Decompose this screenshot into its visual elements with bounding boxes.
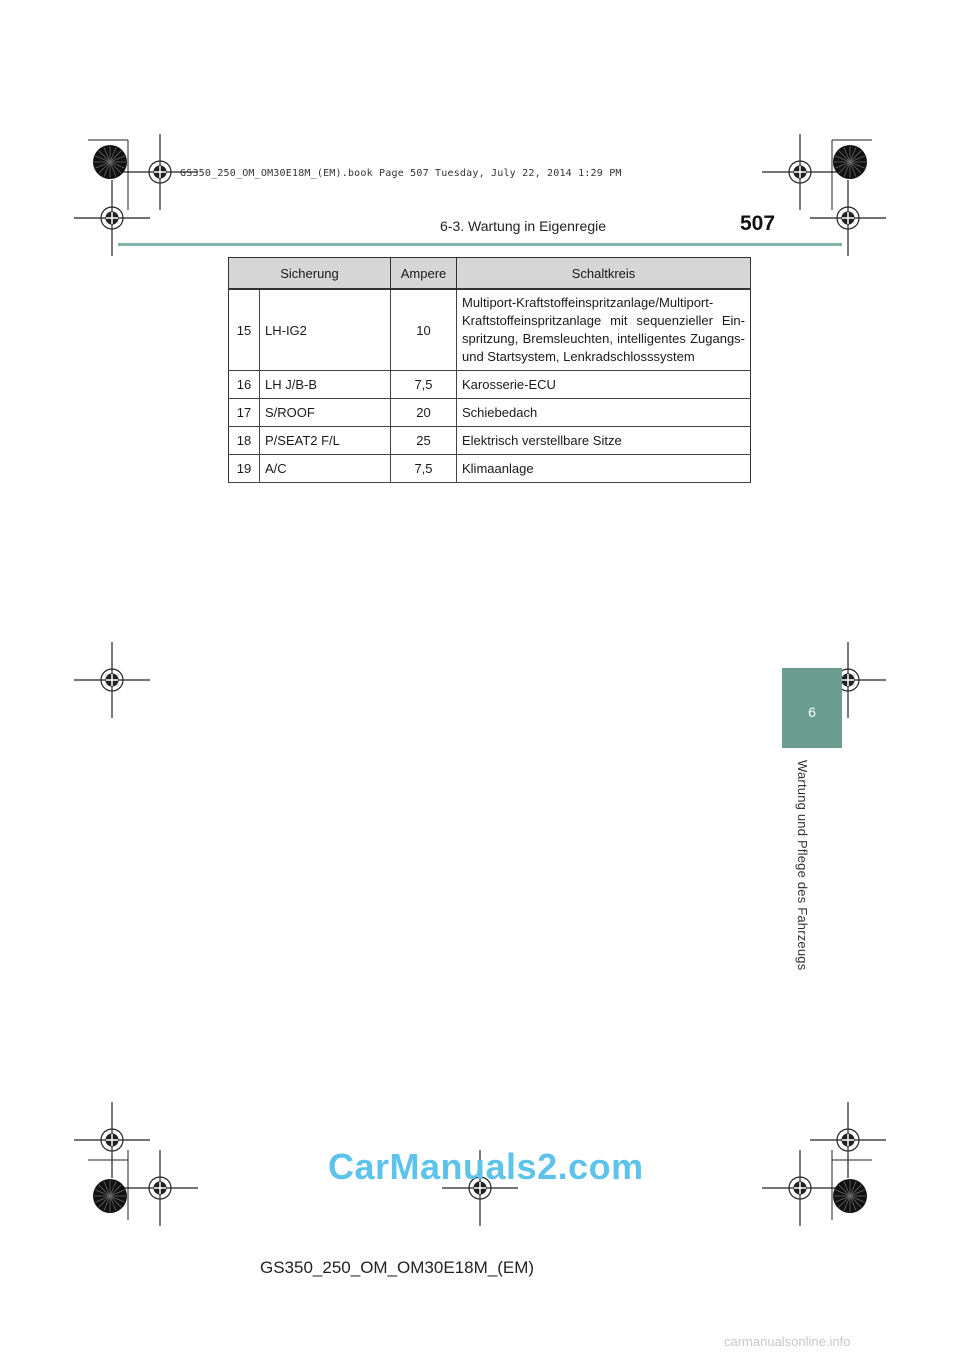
fuse-name: LH J/B-B: [260, 371, 391, 399]
crosshair-mark: [74, 1102, 150, 1178]
fuse-circuit: Karosserie-ECU: [457, 371, 751, 399]
fuse-number: 15: [229, 289, 260, 371]
registration-disc: [833, 1179, 867, 1213]
table-row: [229, 371, 751, 399]
registration-disc: [93, 1179, 127, 1213]
crosshair-mark: [810, 1102, 886, 1178]
crosshair-mark: [762, 1150, 838, 1226]
chapter-number: 6: [808, 704, 816, 720]
registration-disc: [93, 145, 127, 179]
footer-code: GS350_250_OM_OM30E18M_(EM): [260, 1258, 535, 1277]
fuse-circuit: Schiebedach: [457, 399, 751, 427]
fuse-name: LH-IG2: [260, 289, 391, 371]
fuse-ampere: 10: [391, 289, 457, 371]
book-info-line: GS350_250_OM_OM30E18M_(EM).book Page 507 Tuesday, July 22, 2014 1:29 PM: [180, 168, 622, 179]
fuse-name: A/C: [260, 455, 391, 483]
fuse-ampere: 7,5: [391, 371, 457, 399]
fuse-number: 18: [229, 427, 260, 455]
table-header-row: [229, 258, 751, 290]
chapter-label: Wartung und Pflege des Fahrzeugs: [795, 760, 810, 971]
column-header-ampere: Ampere: [391, 258, 457, 290]
section-title: 6-3. Wartung in Eigenregie: [440, 218, 607, 234]
table-row: [229, 455, 751, 483]
fuse-circuit: Elektrisch verstellbare Sitze: [457, 427, 751, 455]
column-header-fuse: Sicherung: [229, 258, 391, 290]
fuse-name: P/SEAT2 F/L: [260, 427, 391, 455]
table-row: [229, 399, 751, 427]
table-row: [229, 427, 751, 455]
fuse-ampere: 25: [391, 427, 457, 455]
registration-disc: [833, 145, 867, 179]
crosshair-mark: [762, 134, 838, 210]
fuse-number: 19: [229, 455, 260, 483]
crosshair-mark: [74, 642, 150, 718]
watermark: CarManuals2.com: [328, 1146, 644, 1187]
fuse-number: 16: [229, 371, 260, 399]
table-row: [229, 289, 751, 371]
fuse-ampere: 7,5: [391, 455, 457, 483]
fuse-circuit: Klimaanlage: [457, 455, 751, 483]
fuse-circuit: Multiport-Kraftstoffeinspritzanlage/Multiport-Kraftstoffeinspritzanlage mit sequenzieller Ein-spritzung, Bremsleuchten, intelligentes Zugangs- und Startsystem, Lenkradschlosssystem: [457, 289, 751, 371]
crosshair-mark: [122, 1150, 198, 1226]
fuse-table: [228, 257, 751, 483]
fuse-name: S/ROOF: [260, 399, 391, 427]
header-rule: [118, 243, 842, 246]
site-watermark: carmanualsonline.info: [724, 1334, 851, 1349]
fuse-ampere: 20: [391, 399, 457, 427]
column-header-circuit: Schaltkreis: [457, 258, 751, 290]
fuse-number: 17: [229, 399, 260, 427]
page-number: 507: [740, 212, 776, 235]
